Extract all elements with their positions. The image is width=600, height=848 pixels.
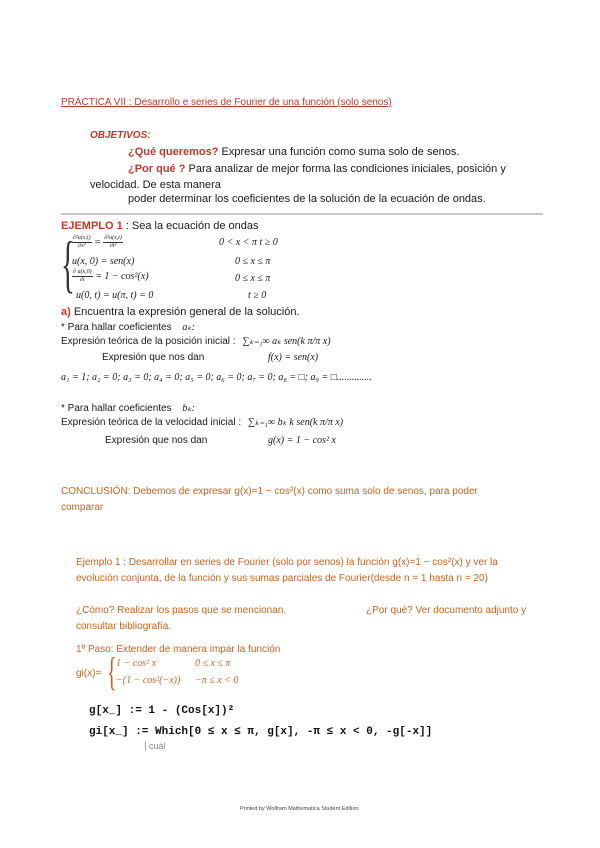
gi-label: gi(x)= (76, 668, 102, 679)
bk-theory-line (61, 417, 343, 428)
ak-given-formula: f(x) = sen(x) (268, 352, 319, 363)
bk-symbol: bₖ: (182, 403, 195, 414)
ak-theory-line (61, 336, 331, 347)
bk-intro-line (61, 403, 195, 414)
part-a-label: a) (61, 306, 71, 318)
piece2: −(1 − cos²(−x)) (116, 675, 181, 686)
example-intro: : Sea la ecuación de ondas (125, 220, 259, 232)
eq3-condition: 0 ≤ x ≤ π (235, 273, 271, 284)
objective-why (128, 163, 506, 175)
eq1-lhs-den: ∂x² (78, 243, 86, 249)
equation-boundary: u(0, t) = u(π, t) = 0 (76, 290, 154, 301)
ak-formula: ∑ₖ₌₁∞ aₖ sen(k π/π x) (242, 336, 331, 347)
footer-text: Printed by Wolfram Mathematica Student Edition (240, 806, 359, 812)
ak-theory: Expresión teórica de la posición inicial : (61, 336, 236, 347)
equation-initial-position: u(x, 0) = sen(x) (72, 256, 135, 267)
exercise-line2: evolución conjunta, de la función y sus sumas parciales de Fourier(desde n = 1 hasta n = 20) (76, 573, 488, 584)
piece1-condition: 0 ≤ x ≤ π (195, 658, 231, 669)
page-title: PRÁCTICA VII : Desarrollo e series de Fourier de una función (solo senos) (61, 97, 392, 108)
example-heading (61, 220, 259, 232)
eq3-den: ∂t (79, 277, 85, 283)
objective-why-label: ¿Por qué ? (128, 163, 186, 175)
eq2-condition: 0 ≤ x ≤ π (235, 256, 271, 267)
eq1-rhs-num: ∂²u(x,t) (104, 235, 122, 241)
objective-what-label: ¿Qué queremos? (128, 146, 219, 158)
exercise-why-cont: consultar bibliografía. (76, 621, 172, 632)
eq1-lhs-num: ∂²u(x,t) (73, 235, 91, 241)
code-line-g[interactable]: g[x_] := 1 - (Cos[x])² (89, 705, 235, 717)
ak-intro: * Para hallar coeficientes (61, 322, 172, 333)
equation-wave: $\frac{\text{∂²u(x,t)}}{\text{∂x²}}$ = $\frac{\text{∂²u(x,t)}}{\text{∂t²}}$ (73, 235, 122, 249)
eq3-num: ∂ u(x,0) (73, 269, 92, 275)
system-brace: { (61, 228, 75, 299)
eq3-rhs: = 1 − cos²(x) (95, 270, 149, 282)
example-label: EJEMPLO 1 (61, 220, 123, 232)
section-divider (61, 213, 543, 215)
objectives-heading: OBJETIVOS: (90, 130, 151, 141)
ak-symbol: aₖ: (182, 322, 195, 333)
conclusion-text: CONCLUSIÓN: Debemos de expresar g(x)=1 − cos²(x) como suma solo de senos, para poder (61, 486, 478, 497)
bk-given: Expresión que nos dan (105, 435, 208, 446)
objective-why-cont: velocidad. De esta manera (90, 179, 221, 191)
piecewise-brace: { (107, 649, 117, 694)
objective-what (128, 146, 459, 158)
bk-formula: ∑ₖ₌₁∞ bₖ k sen(k π/π x) (247, 417, 344, 428)
piece1: 1 − cos² x (116, 658, 157, 669)
objective-why-text: Para analizar de mejor forma las condiciones iniciales, posición y (188, 163, 506, 175)
bk-intro: * Para hallar coeficientes (61, 403, 172, 414)
autocomplete-hint: cuál (145, 741, 166, 751)
objective-what-text: Expresar una función como suma solo de senos. (221, 146, 460, 158)
conclusion-text-cont: comparar (61, 502, 104, 513)
part-a-text: Encuentra la expresión general de la solución. (73, 306, 300, 318)
coefficients-list: a₁ = 1; a₂ = 0; a₃ = 0; a₄ = 0; a₅ = 0; a₆ = 0; a₇ = 0; a₈ = □; a₉ = □.............. (61, 372, 372, 383)
exercise-how: ¿Cómo? Realizar los pasos que se mencionan. (76, 605, 287, 616)
eq1-rhs-den: ∂t² (109, 243, 117, 249)
bk-given-formula: g(x) = 1 − cos² x (268, 435, 336, 446)
objective-why-cont2: poder determinar los coeficientes de la solución de la ecuación de ondas. (128, 193, 486, 205)
exercise-why: ¿Por qué? Ver documento adjunto y (366, 605, 527, 616)
equation-initial-velocity (72, 269, 149, 284)
code-line-gi[interactable]: gi[x_] := Which[0 ≤ x ≤ π, g[x], -π ≤ x < 0, -g[-x]] (89, 726, 433, 738)
bk-theory: Expresión teórica de la velocidad inicial : (61, 417, 242, 428)
eq1-condition: 0 < x < π t ≥ 0 (219, 237, 278, 248)
eq4-condition: t ≥ 0 (248, 290, 267, 301)
exercise-step1: 1º Paso: Extender de manera impar la función (76, 644, 281, 655)
piece2-condition: −π ≤ x < 0 (195, 675, 239, 686)
ak-intro-line (61, 322, 195, 333)
ak-given: Expresión que nos dan (102, 352, 205, 363)
part-a (61, 306, 300, 318)
exercise-line1: Ejemplo 1 : Desarrollar en series de Fourier (solo por senos) la función g(x)=1 − cos²(x) y ver la (76, 557, 498, 568)
